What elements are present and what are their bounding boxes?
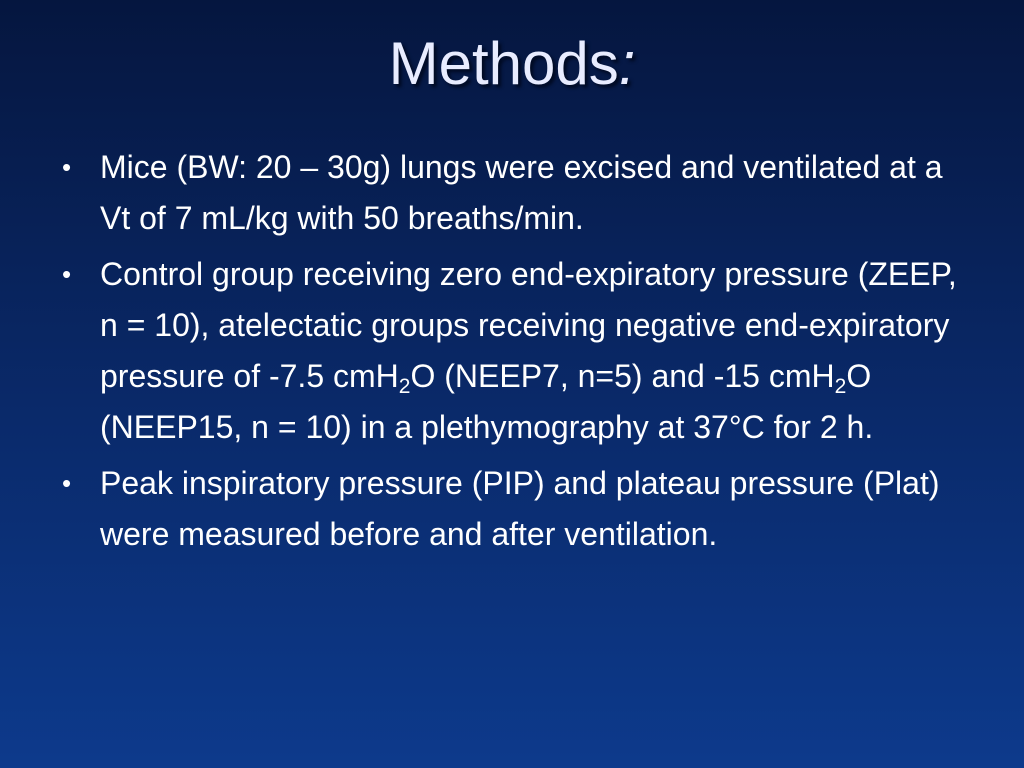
bullet-text-part: O (NEEP7, n=5) and -15 cmH xyxy=(410,358,835,394)
bullet-list xyxy=(56,142,976,565)
bullet-dot-icon: • xyxy=(62,468,72,498)
bullet-text: Peak inspiratory pressure (PIP) and plateau pressure (Plat) were measured before and after ventilation. xyxy=(100,465,940,552)
bullet-item-pressure xyxy=(56,458,976,560)
slide-title-text: Methods xyxy=(388,30,619,97)
bullet-dot-icon: • xyxy=(62,152,72,182)
bullet-text-part: O (NEEP15, n = 10) in a plethymography at 37°C for 2 h. xyxy=(100,358,874,445)
slide-title-colon: : xyxy=(618,30,636,97)
subscript: 2 xyxy=(834,375,847,398)
subscript: 2 xyxy=(398,375,411,398)
bullet-dot-icon: • xyxy=(62,259,72,289)
bullet-item-mice xyxy=(56,142,976,244)
bullet-text: Mice (BW: 20 – 30g) lungs were excised and ventilated at a Vt of 7 mL/kg with 50 breaths/min. xyxy=(100,149,943,236)
slide-title xyxy=(0,22,1024,106)
bullet-item-groups xyxy=(56,249,976,453)
bullet-text-part: Control group receiving zero end-expiratory pressure (ZEEP, n = 10), atelectatic groups receiving negative end-expiratory pressure of -7.5 cmH xyxy=(100,256,957,394)
